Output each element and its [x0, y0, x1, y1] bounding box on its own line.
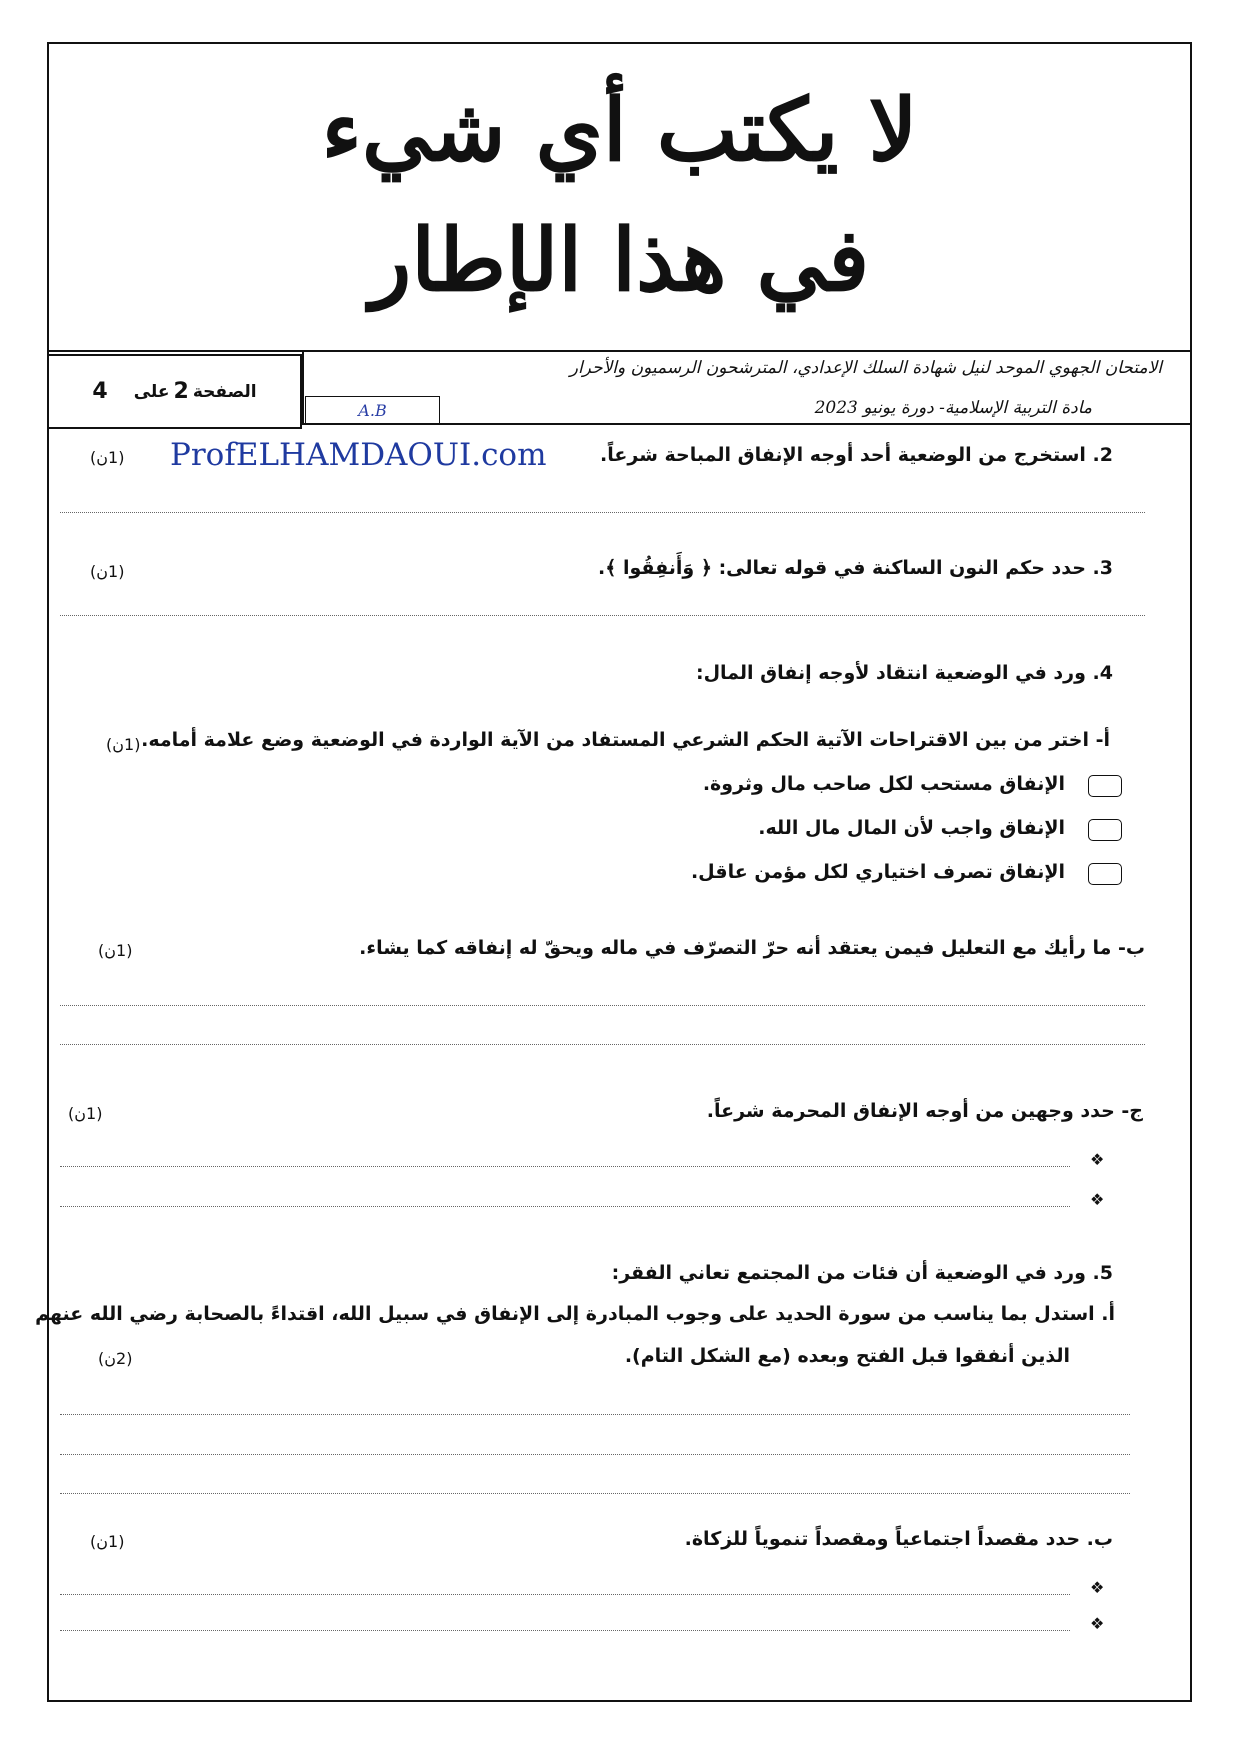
exam-title: الامتحان الجهوي الموحد لنيل شهادة السلك الإعدادي، المترشحون الرسميون والأحرار [569, 358, 1162, 378]
option-3-label: الإنفاق تصرف اختياري لكل مؤمن عاقل. [690, 861, 1065, 883]
question-4a: أ- اختر من بين الاقتراحات الآتية الحكم الشرعي المستفاد من الآية الواردة في الوضعية وضع علامة أمامه. [141, 729, 1110, 751]
question-5a-mark: (2ن) [98, 1349, 133, 1368]
question-4c-mark: (1ن) [68, 1104, 103, 1123]
option-checkbox-3[interactable] [1088, 863, 1122, 885]
subject-line: مادة التربية الإسلامية- دورة يونيو 2023 [814, 398, 1092, 418]
watermark: ProfELHAMDAOUI.com [170, 437, 547, 473]
answer-line[interactable] [60, 1630, 1070, 1631]
question-4c: ج- حدد وجهين من أوجه الإنفاق المحرمة شرعاً. [706, 1100, 1143, 1122]
question-4-intro: 4. ورد في الوضعية انتقاد لأوجه إنفاق المال: [695, 662, 1113, 684]
page-total: 4 [92, 379, 108, 404]
page-indicator [47, 354, 302, 429]
bullet-icon: ❖ [1090, 1578, 1105, 1597]
bullet-icon: ❖ [1090, 1150, 1105, 1169]
question-5b: ب. حدد مقصداً اجتماعياً ومقصداً تنموياً للزكاة. [684, 1528, 1113, 1550]
question-3-mark: (1ن) [90, 562, 125, 581]
page-number: 2 [173, 379, 189, 404]
banner-line-1: لا يكتب أي شيء [321, 80, 918, 181]
answer-line[interactable] [60, 1594, 1070, 1595]
question-3: 3. حدد حكم النون الساكنة في قوله تعالى: ﴿ وَأَنفِقُوا ﴾. [598, 557, 1113, 579]
bullet-icon: ❖ [1090, 1190, 1105, 1209]
question-5a-line-1: أ. استدل بما يناسب من سورة الحديد على وجوب المبادرة إلى الإنفاق في سبيل الله، اقتداءً بالصحابة رضي الله عنهم [35, 1303, 1115, 1325]
question-5b-mark: (1ن) [90, 1532, 125, 1551]
question-5a-line-2: الذين أنفقوا قبل الفتح وبعده (مع الشكل التام). [624, 1345, 1070, 1367]
question-4a-mark: (1ن) [106, 735, 141, 754]
exam-code: A.B [305, 396, 440, 424]
option-checkbox-2[interactable] [1088, 819, 1122, 841]
option-1-label: الإنفاق مستحب لكل صاحب مال وثروة. [702, 773, 1065, 795]
question-4b-mark: (1ن) [98, 941, 133, 960]
banner-line-2: في هذا الإطار [369, 210, 870, 311]
option-2-label: الإنفاق واجب لأن المال مال الله. [758, 817, 1065, 839]
answer-line[interactable] [60, 1206, 1070, 1207]
answer-line[interactable] [60, 512, 1145, 513]
answer-line[interactable] [60, 1005, 1145, 1006]
page-of: على [133, 381, 170, 402]
answer-line[interactable] [60, 1454, 1130, 1455]
page-label: الصفحة [192, 381, 257, 402]
option-checkbox-1[interactable] [1088, 775, 1122, 797]
answer-line[interactable] [60, 1414, 1130, 1415]
question-2: 2. استخرج من الوضعية أحد أوجه الإنفاق المباحة شرعاً. [600, 444, 1113, 466]
answer-line[interactable] [60, 1044, 1145, 1045]
question-4b: ب- ما رأيك مع التعليل فيمن يعتقد أنه حرّ التصرّف في ماله ويحقّ له إنفاقه كما يشاء. [359, 937, 1145, 959]
question-5-intro: 5. ورد في الوضعية أن فئات من المجتمع تعاني الفقر: [611, 1262, 1113, 1284]
do-not-write-banner [47, 42, 1192, 352]
answer-line[interactable] [60, 615, 1145, 616]
bullet-icon: ❖ [1090, 1614, 1105, 1633]
answer-line[interactable] [60, 1493, 1130, 1494]
question-2-mark: (1ن) [90, 448, 125, 467]
answer-line[interactable] [60, 1166, 1070, 1167]
